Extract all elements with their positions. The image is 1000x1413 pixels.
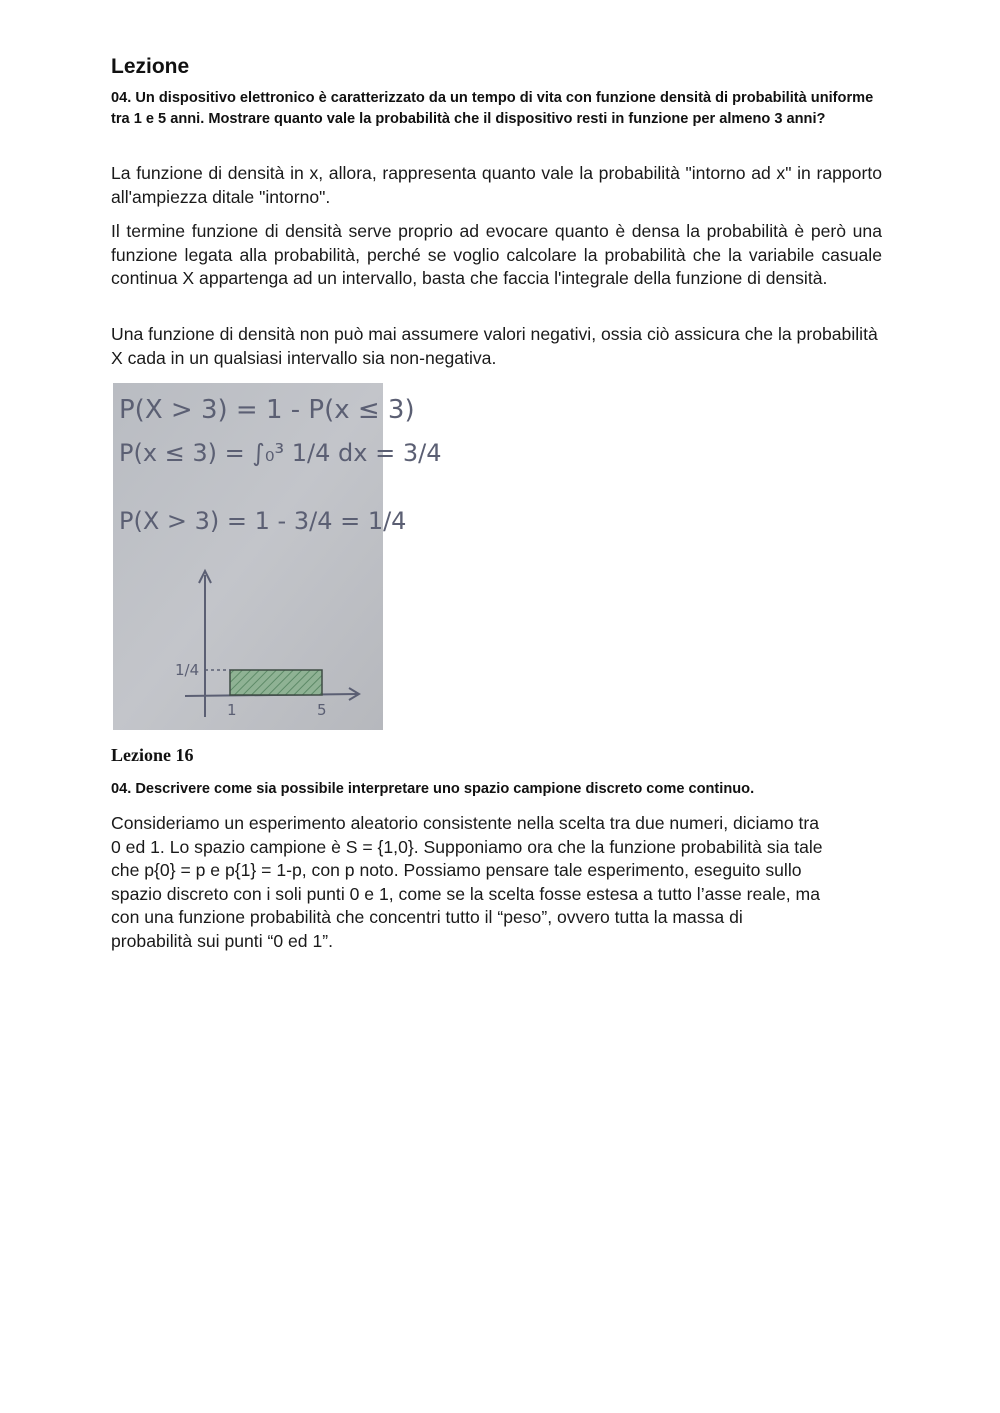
density-rectangle [230,670,322,695]
section-title: Lezione [111,55,190,78]
handwritten-solution-photo [113,383,442,730]
formula-line-3: P(X > 3) = 1 - 3/4 = 1/4 [119,507,407,535]
text-line: probabilità sui punti “0 ed 1”. [111,930,334,951]
question-text-2: 04. Descrivere come sia possibile interpretare uno spazio campione discreto come continuo. [111,781,755,797]
paragraph-3: Una funzione di densità non può mai assumere valori negativi, ossia ciò assicura che la probabilità X cada in un qualsiasi intervallo sia non-negativa. [111,324,878,368]
formula-line-1: P(X > 3) = 1 - P(x ≤ 3) [119,395,415,425]
x-label-5: 5 [317,701,327,719]
formula-line-2: P(x ≤ 3) = ∫₀³ 1/4 dx = 3/4 [119,439,442,467]
text-line: 0 ed 1. Lo spazio campione è S = {1,0}. Supponiamo ora che la funzione probabilità sia tale [111,836,823,857]
paragraph-2: Il termine funzione di densità serve proprio ad evocare quanto è densa la probabilità è però una funzione legata alla probabilità, perché se voglio calcolare la probabilità che la variabile casuale continua X appartenga ad un intervallo, basta che faccia l'integrale della funzione di densità. [111,221,882,288]
x-label-1: 1 [227,701,237,719]
section-title-lezione-16: Lezione 16 [111,745,194,765]
text-line: che p{0} = p e p{1} = 1-p, con p noto. Possiamo pensare tale esperimento, eseguito sullo [111,860,802,880]
text-line: con una funzione probabilità che concentri tutto il “peso”, ovvero tutta la massa di [111,907,743,927]
question-text: 04. Un dispositivo elettronico è caratterizzato da un tempo di vita con funzione densità di probabilità uniforme tra 1 e 5 anni. Mostrare quanto vale la probabilità che il dispositivo resti in funzione per almeno 3 anni? [111,90,874,127]
paragraph-1: La funzione di densità in x, allora, rappresenta quanto vale la probabilità "intorno ad x" in rapporto all'ampiezza ditale "intorno". [111,163,882,207]
text-line: Consideriamo un esperimento aleatorio consistente nella scelta tra due numeri, diciamo tra [111,813,820,833]
paragraph-discrete-space [111,812,882,953]
y-label-quarter: 1/4 [175,661,200,679]
text-line: spazio discreto con i soli punti 0 e 1, come se la scelta fosse estesa a tutto l’asse reale, ma [111,883,820,904]
